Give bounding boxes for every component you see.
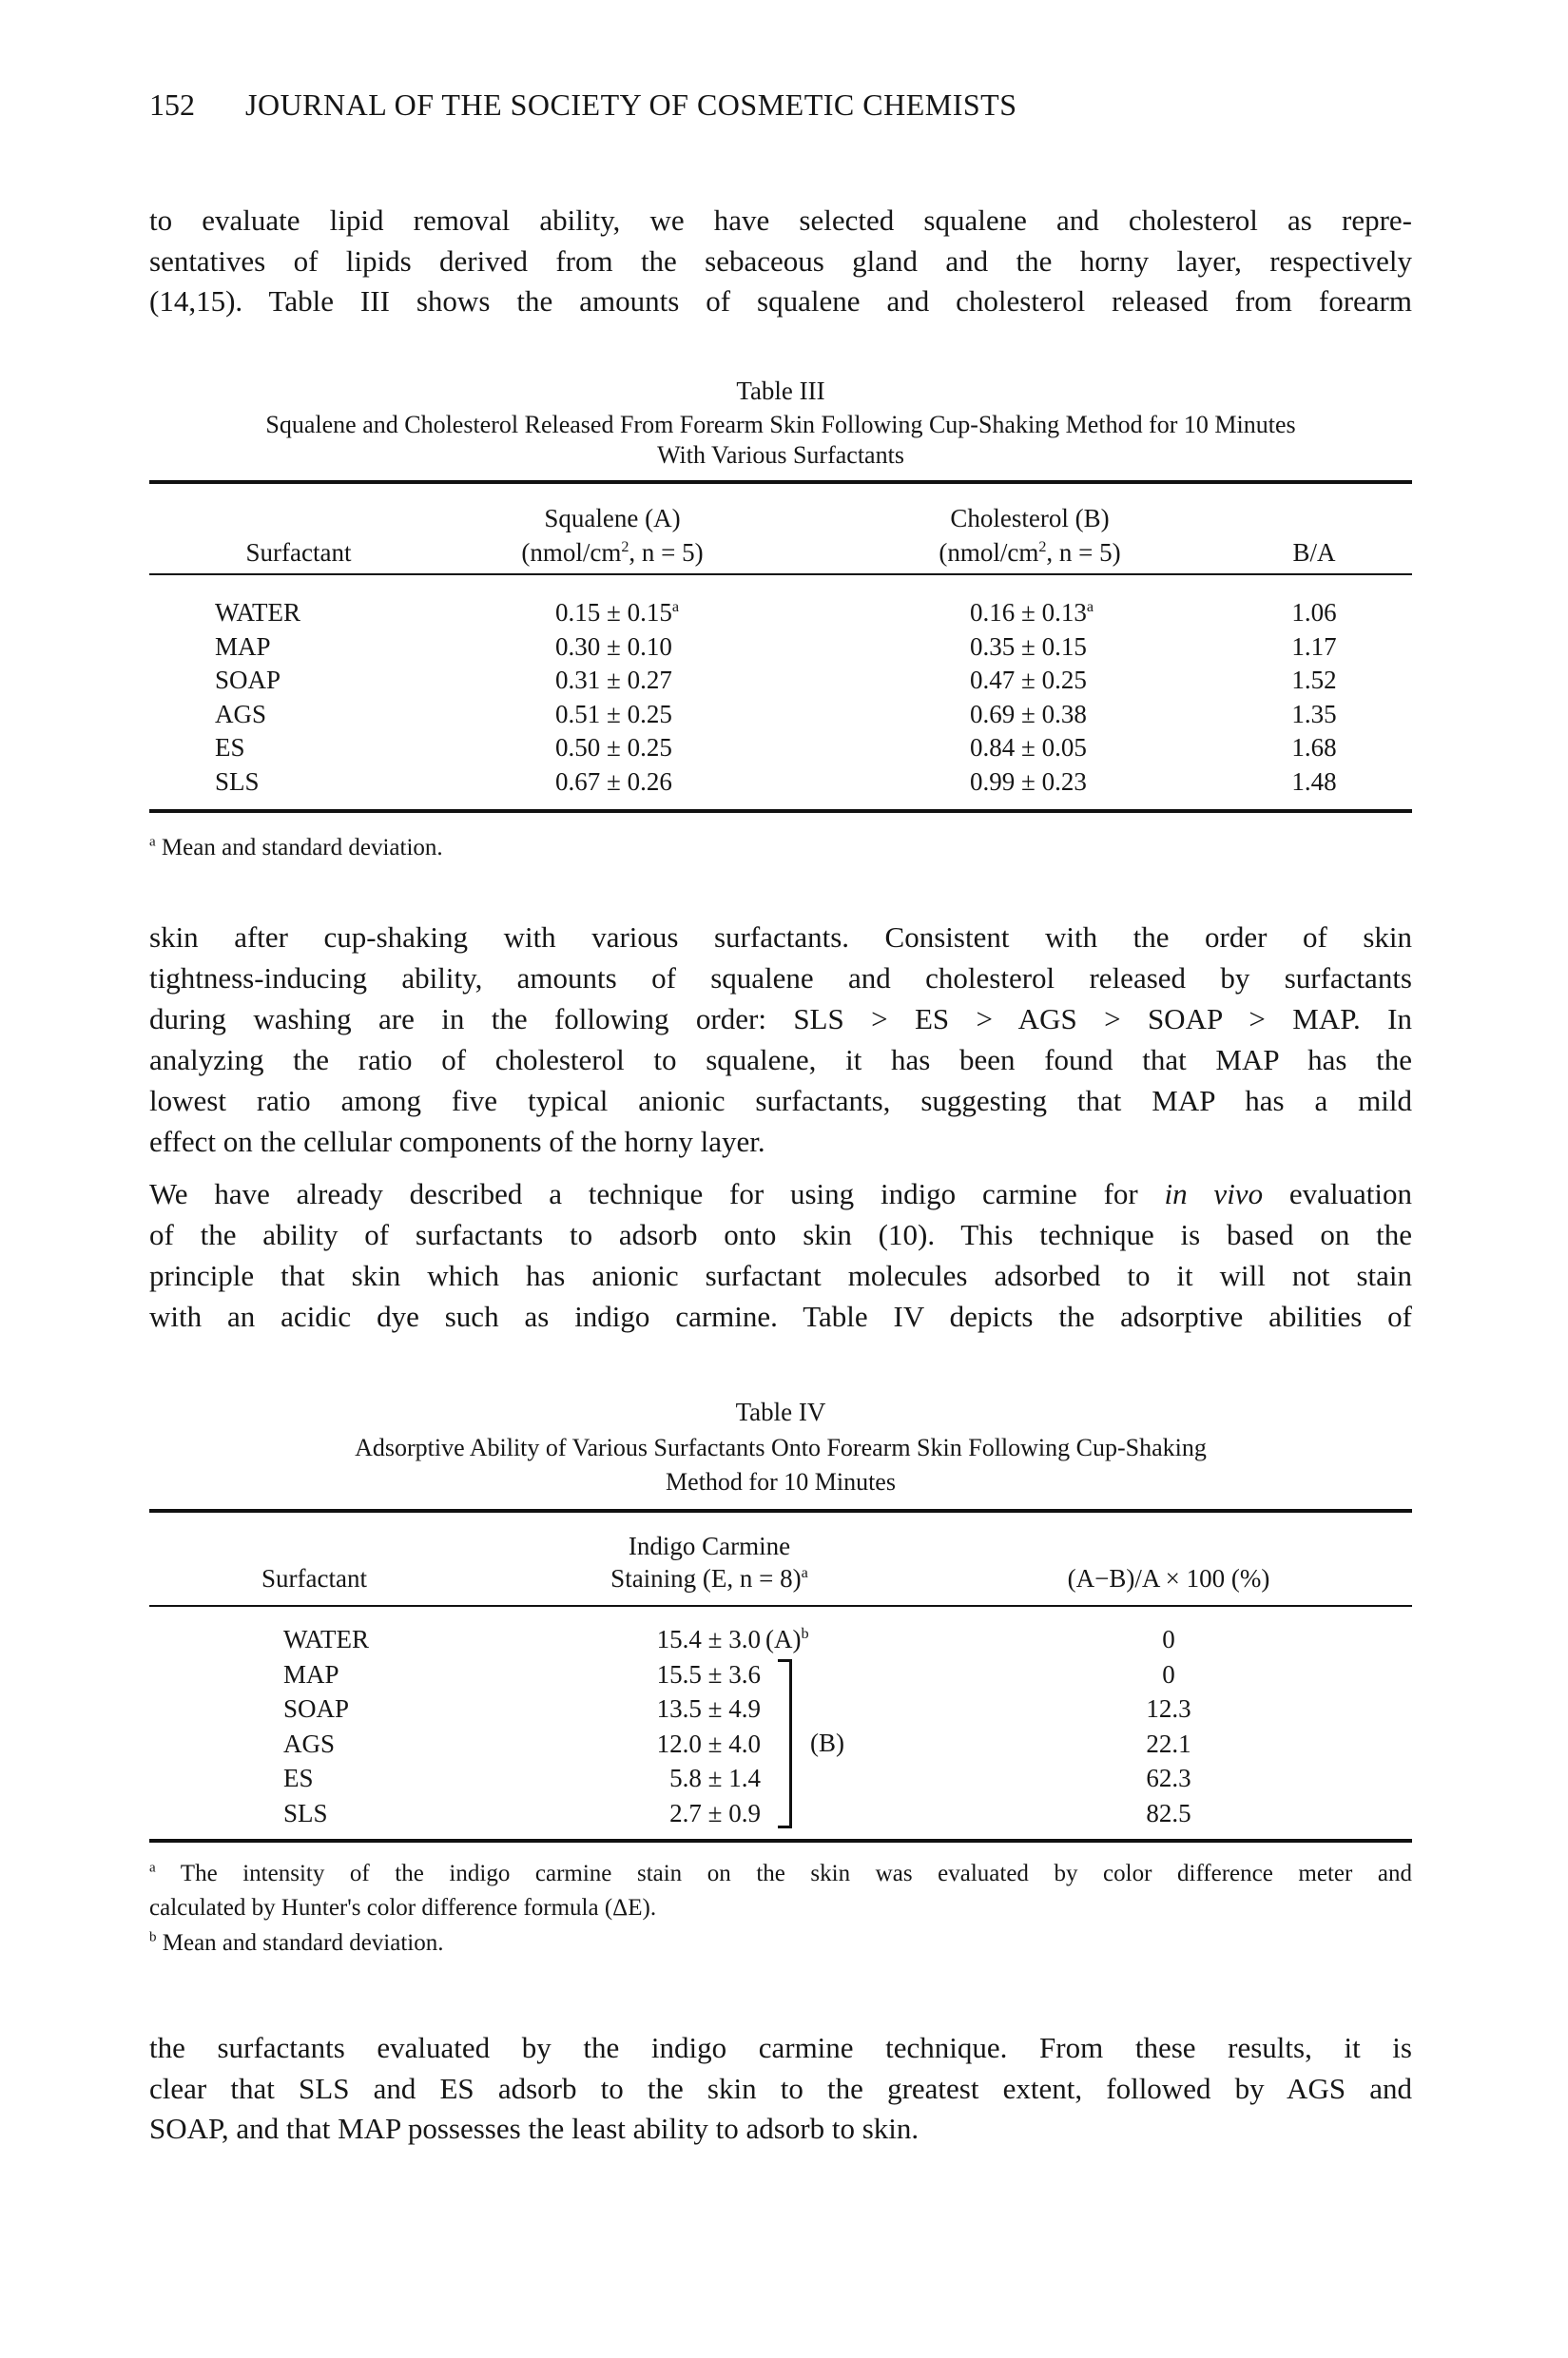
cell-percent: 0 (1162, 1659, 1175, 1689)
cell-ratio: 1.35 (1291, 699, 1337, 728)
table-header-rule (149, 1605, 1412, 1607)
text-line: effect on the cellular components of the horny layer. (149, 1125, 765, 1158)
cell-surfactant: MAP (215, 631, 271, 661)
table-title: Table IV (735, 1398, 826, 1426)
text-line: during washing are in the following order: SLS > ES > AGS > SOAP > MAP. In (149, 1002, 1412, 1035)
cell-ratio: 1.68 (1291, 733, 1337, 763)
table-header-rule (149, 573, 1412, 575)
cell-surfactant: AGS (215, 699, 267, 728)
group-b-label: (B) (810, 1729, 844, 1757)
cell-squalene: 0.30 ± 0.10 (555, 631, 672, 661)
column-header-squalene-units: ($nmol/cm^2$, n = 5) (521, 538, 704, 567)
cell-cholesterol: 0.69 ± 0.38 (970, 699, 1087, 728)
cell-percent: 62.3 (1146, 1764, 1191, 1792)
cell-surfactant: ES (283, 1764, 314, 1792)
cell-ratio: 1.52 (1291, 666, 1337, 695)
cell-cholesterol: 0.47 ± 0.25 (970, 666, 1087, 695)
cell-squalene: 0.15 ± 0.15$^a$ (555, 598, 680, 627)
cell-percent: 82.5 (1146, 1798, 1191, 1827)
cell-ratio: 1.06 (1291, 598, 1337, 627)
cell-squalene: 0.31 ± 0.27 (555, 666, 672, 695)
table-bottom-rule (149, 1839, 1412, 1843)
text-line: clear that SLS and ES adsorb to the skin to the greatest extent, followed by AGS and (149, 2072, 1412, 2105)
cell-cholesterol: 0.16 ± 0.13$^a$ (970, 598, 1094, 627)
cell-surfactant: SLS (283, 1798, 328, 1827)
text-line: We have already described a technique for using indigo carmine for in vivo evaluation (149, 1177, 1412, 1210)
cell-squalene: 0.67 ± 0.26 (555, 767, 672, 796)
cell-surfactant: ES (215, 733, 245, 763)
column-header-ratio: B/A (1292, 538, 1336, 567)
table-footnote: calculated by Hunter's color difference formula (ΔE). (149, 1895, 657, 1921)
text-line: skin after cup-shaking with various surfactants. Consistent with the order of skin (149, 920, 1412, 954)
text-line: sentatives of lipids derived from the sebaceous gland and the horny layer, respectively (149, 244, 1412, 278)
cell-cholesterol: 0.35 ± 0.15 (970, 631, 1087, 661)
cell-ratio: 1.17 (1291, 631, 1337, 661)
cell-surfactant: WATER (215, 598, 300, 627)
table-bottom-rule (149, 809, 1412, 813)
cell-surfactant: AGS (283, 1729, 336, 1758)
group-a-label: $(A)^b$ (765, 1625, 809, 1653)
table-caption: Method for 10 Minutes (666, 1468, 896, 1496)
cell-staining: 2.7 ± 0.9 (669, 1798, 761, 1827)
column-header-percent: (A−B)/A × 100 (%) (1067, 1564, 1270, 1593)
column-header-squalene: Squalene (A) (544, 504, 681, 532)
text-line: the surfactants evaluated by the indigo carmine technique. From these results, it is (149, 2031, 1412, 2064)
cell-ratio: 1.48 (1291, 767, 1337, 796)
text-line: principle that skin which has anionic surfactant molecules adsorbed to it will not stain (149, 1259, 1412, 1292)
cell-staining: 12.0 ± 4.0 (656, 1729, 761, 1758)
table-top-rule (149, 480, 1412, 484)
cell-staining: 5.8 ± 1.4 (669, 1764, 761, 1792)
text-line: (14,15). Table III shows the amounts of squalene and cholesterol released from forearm (149, 284, 1412, 318)
cell-surfactant: SOAP (283, 1694, 350, 1723)
group-b-bracket (778, 1659, 792, 1828)
text-line: to evaluate lipid removal ability, we have selected squalene and cholesterol as repre- (149, 203, 1412, 237)
cell-staining: 15.4 ± 3.0 (656, 1625, 761, 1653)
cell-percent: 22.1 (1146, 1729, 1191, 1758)
text-line: analyzing the ratio of cholesterol to squalene, it has been found that MAP has the (149, 1043, 1412, 1076)
column-header-cholesterol-units: ($nmol/cm^2$, n = 5) (939, 538, 1121, 567)
table-caption: With Various Surfactants (657, 441, 904, 469)
cell-cholesterol: 0.99 ± 0.23 (970, 767, 1087, 796)
cell-squalene: 0.50 ± 0.25 (555, 733, 672, 763)
column-header-staining: Indigo Carmine (628, 1532, 791, 1560)
cell-squalene: 0.51 ± 0.25 (555, 699, 672, 728)
text-line: tightness-inducing ability, amounts of squalene and cholesterol released by surfactants (149, 961, 1412, 995)
table-title: Table III (736, 377, 825, 405)
cell-surfactant: WATER (283, 1625, 369, 1653)
column-header-cholesterol: Cholesterol (B) (950, 504, 1110, 532)
page-number: 152 (149, 87, 195, 122)
column-header-surfactant: Surfactant (261, 1564, 367, 1593)
cell-surfactant: SOAP (215, 666, 281, 695)
column-header-surfactant: Surfactant (245, 538, 352, 567)
cell-percent: 0 (1162, 1625, 1175, 1653)
italic-term: in vivo (1164, 1177, 1264, 1210)
cell-cholesterol: 0.84 ± 0.05 (970, 733, 1087, 763)
cell-percent: 12.3 (1146, 1694, 1191, 1723)
text-line: of the ability of surfactants to adsorb onto skin (10). This technique is based on the (149, 1218, 1412, 1251)
cell-surfactant: MAP (283, 1659, 339, 1689)
cell-surfactant: SLS (215, 767, 260, 796)
cell-staining: 15.5 ± 3.6 (656, 1659, 761, 1689)
text-line: with an acidic dye such as indigo carmine. Table IV depicts the adsorptive abilities of (149, 1300, 1412, 1333)
table-footnote: $^a$ The intensity of the indigo carmine stain on the skin was evaluated by color difference meter and (149, 1860, 1412, 1886)
table-caption: Squalene and Cholesterol Released From Forearm Skin Following Cup-Shaking Method for 10 Minutes (265, 411, 1296, 438)
text-line: SOAP, and that MAP possesses the least ability to adsorb to skin. (149, 2112, 920, 2145)
cell-staining: 13.5 ± 4.9 (656, 1694, 761, 1723)
table-footnote: $^a$ Mean and standard deviation. (149, 834, 443, 860)
table-top-rule (149, 1509, 1412, 1513)
text-line: lowest ratio among five typical anionic surfactants, suggesting that MAP has a mild (149, 1084, 1412, 1117)
running-header: JOURNAL OF THE SOCIETY OF COSMETIC CHEMISTS (245, 87, 1017, 122)
table-footnote: $^b$ Mean and standard deviation. (149, 1929, 444, 1956)
table-caption: Adsorptive Ability of Various Surfactants Onto Forearm Skin Following Cup-Shaking (355, 1434, 1207, 1461)
column-header-staining-units: Staining (E, n = 8)$^a$ (610, 1564, 808, 1593)
